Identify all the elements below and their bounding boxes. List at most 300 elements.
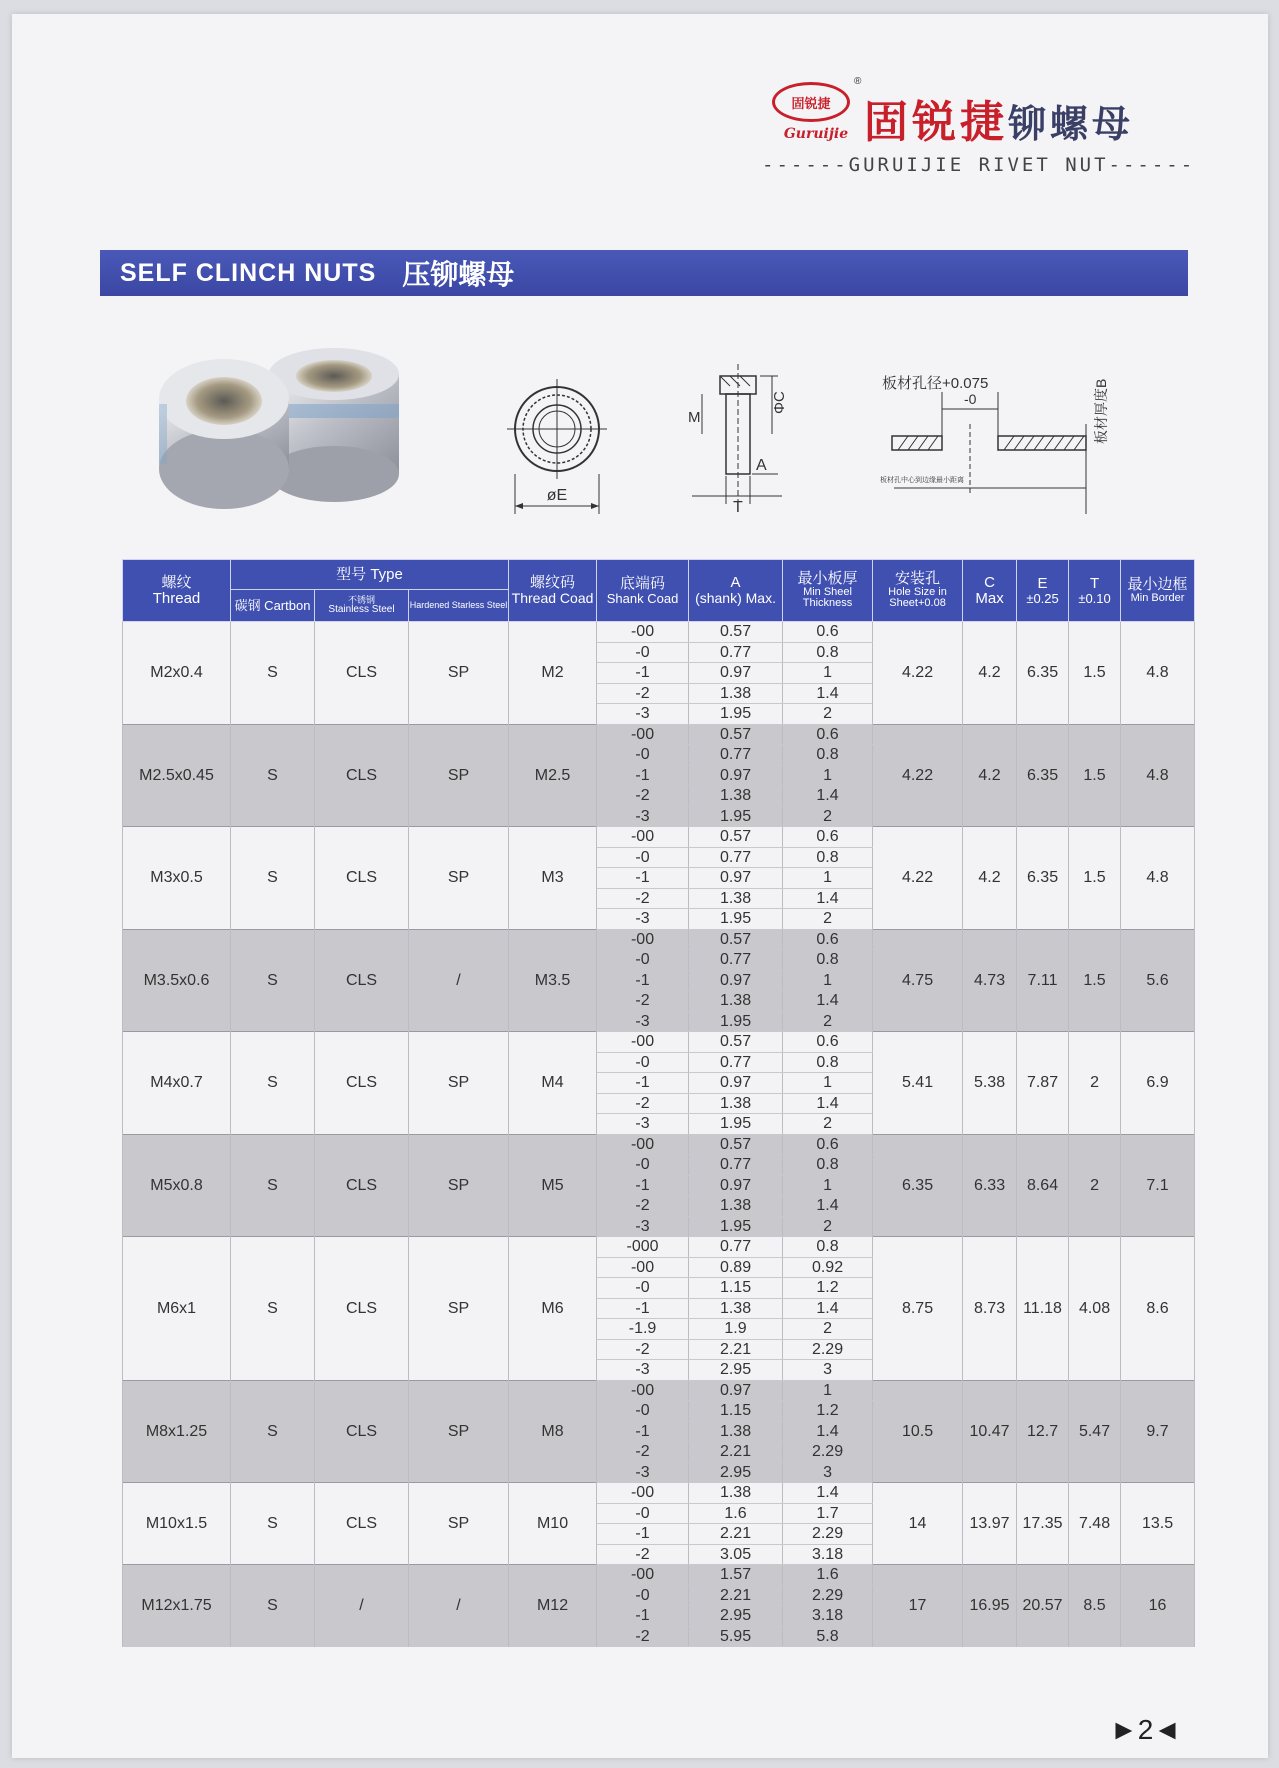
brand-logo-script: Guruijie — [783, 126, 849, 142]
cell-shank-a: 0.97 — [689, 970, 783, 991]
cell-stainless: CLS — [315, 622, 409, 725]
cell-shank-code: -1 — [597, 1421, 689, 1442]
cell-min-border: 5.6 — [1121, 929, 1195, 1032]
cell-shank-code: -1 — [597, 1073, 689, 1094]
cell-min-border: 8.6 — [1121, 1237, 1195, 1381]
registered-mark: ® — [854, 76, 862, 87]
cell-shank-code: -1 — [597, 1524, 689, 1545]
header-t: T ±0.10 — [1069, 560, 1121, 622]
cell-shank-code: -00 — [597, 1380, 689, 1401]
cell-shank-code: -00 — [597, 827, 689, 848]
cell-shank-a: 2.21 — [689, 1442, 783, 1463]
cell-t: 4.08 — [1069, 1237, 1121, 1381]
cell-t: 2 — [1069, 1032, 1121, 1135]
cell-min-thickness: 2 — [783, 909, 873, 930]
header-hole-size: 安装孔 Hole Size in Sheet+0.08 — [873, 560, 963, 622]
cell-min-thickness: 1 — [783, 765, 873, 786]
cell-thread: M6x1 — [123, 1237, 231, 1381]
cell-t: 2 — [1069, 1134, 1121, 1237]
dimension-t-label: T — [733, 499, 743, 516]
cell-min-thickness: 1.2 — [783, 1401, 873, 1422]
cell-shank-a: 1.38 — [689, 1483, 783, 1504]
cell-shank-code: -1 — [597, 1298, 689, 1319]
cell-min-thickness: 0.92 — [783, 1257, 873, 1278]
cell-c: 4.73 — [963, 929, 1017, 1032]
cell-shank-code: -2 — [597, 1544, 689, 1565]
cell-thread: M5x0.8 — [123, 1134, 231, 1237]
cell-min-thickness: 2 — [783, 1011, 873, 1032]
cell-min-border: 4.8 — [1121, 622, 1195, 725]
cell-min-border: 16 — [1121, 1565, 1195, 1647]
cell-min-thickness: 2 — [783, 1114, 873, 1135]
cell-shank-code: -000 — [597, 1237, 689, 1258]
section-title-bar — [100, 250, 1188, 296]
cell-stainless: CLS — [315, 827, 409, 930]
cell-hole-size: 4.75 — [873, 929, 963, 1032]
cell-min-thickness: 0.8 — [783, 847, 873, 868]
cell-shank-code: -3 — [597, 1360, 689, 1381]
cell-hardened: SP — [409, 1483, 509, 1565]
cell-min-thickness: 2 — [783, 1216, 873, 1237]
cell-hole-size: 4.22 — [873, 724, 963, 827]
cell-shank-a: 1.38 — [689, 1298, 783, 1319]
cell-e: 6.35 — [1017, 724, 1069, 827]
cell-shank-a: 0.57 — [689, 827, 783, 848]
cell-min-thickness: 1.4 — [783, 1483, 873, 1504]
cell-shank-code: -3 — [597, 1216, 689, 1237]
cell-min-thickness: 1 — [783, 1175, 873, 1196]
sheet-thickness-label: 板材厚度B — [1093, 378, 1109, 444]
cell-c: 5.38 — [963, 1032, 1017, 1135]
cell-t: 1.5 — [1069, 724, 1121, 827]
cell-shank-a: 0.57 — [689, 1134, 783, 1155]
cell-shank-a: 0.57 — [689, 1032, 783, 1053]
header-thread: 螺纹 Thread — [123, 560, 231, 622]
cell-min-thickness: 1.4 — [783, 786, 873, 807]
cell-shank-code: -3 — [597, 1011, 689, 1032]
cell-hole-size: 8.75 — [873, 1237, 963, 1381]
cell-shank-a: 2.95 — [689, 1462, 783, 1483]
cell-shank-code: -3 — [597, 909, 689, 930]
table-row — [123, 827, 1195, 848]
cell-shank-a: 2.21 — [689, 1339, 783, 1360]
cell-stainless: CLS — [315, 929, 409, 1032]
cell-stainless: CLS — [315, 724, 409, 827]
hole-tolerance-label: -0 — [964, 391, 977, 407]
header-stainless: 不锈钢 Stainless Steel — [315, 590, 409, 622]
cell-thread: M2x0.4 — [123, 622, 231, 725]
cell-min-thickness: 2.29 — [783, 1339, 873, 1360]
cell-min-thickness: 1.4 — [783, 1298, 873, 1319]
brand-logo: 固锐捷 — [772, 82, 850, 122]
cell-carbon: S — [231, 827, 315, 930]
cell-shank-a: 0.77 — [689, 642, 783, 663]
cell-min-thickness: 1.4 — [783, 991, 873, 1012]
section-title-cn: 压铆螺母 — [402, 258, 515, 291]
cell-shank-a: 0.97 — [689, 868, 783, 889]
cell-shank-code: -1.9 — [597, 1319, 689, 1340]
cell-shank-a: 1.38 — [689, 1196, 783, 1217]
cell-min-border: 7.1 — [1121, 1134, 1195, 1237]
cell-hole-size: 14 — [873, 1483, 963, 1565]
cell-shank-a: 1.95 — [689, 806, 783, 827]
cell-min-thickness: 2 — [783, 806, 873, 827]
table-row — [123, 622, 1195, 643]
cell-t: 5.47 — [1069, 1380, 1121, 1483]
cell-hardened: SP — [409, 827, 509, 930]
cell-e: 12.7 — [1017, 1380, 1069, 1483]
cell-shank-code: -1 — [597, 663, 689, 684]
cell-t: 8.5 — [1069, 1565, 1121, 1647]
cell-min-thickness: 3 — [783, 1462, 873, 1483]
cell-shank-a: 1.95 — [689, 1114, 783, 1135]
cell-shank-code: -00 — [597, 1257, 689, 1278]
cell-shank-a: 0.89 — [689, 1257, 783, 1278]
cell-min-thickness: 0.8 — [783, 950, 873, 971]
cell-shank-code: -2 — [597, 1093, 689, 1114]
cell-shank-a: 0.97 — [689, 765, 783, 786]
cell-shank-code: -0 — [597, 1585, 689, 1606]
cell-shank-code: -3 — [597, 1114, 689, 1135]
cell-shank-code: -0 — [597, 950, 689, 971]
cell-carbon: S — [231, 1134, 315, 1237]
cell-min-border: 6.9 — [1121, 1032, 1195, 1135]
cell-thread-code: M8 — [509, 1380, 597, 1483]
cell-thread-code: M3.5 — [509, 929, 597, 1032]
cell-c: 16.95 — [963, 1565, 1017, 1647]
cell-shank-code: -0 — [597, 642, 689, 663]
cell-min-thickness: 1.4 — [783, 1421, 873, 1442]
cell-shank-a: 1.95 — [689, 1011, 783, 1032]
cell-stainless: / — [315, 1565, 409, 1647]
table-row — [123, 1134, 1195, 1155]
cell-shank-code: -2 — [597, 1196, 689, 1217]
cell-thread-code: M12 — [509, 1565, 597, 1647]
cell-hole-size: 10.5 — [873, 1380, 963, 1483]
cell-t: 1.5 — [1069, 929, 1121, 1032]
cell-shank-code: -0 — [597, 1155, 689, 1176]
cell-e: 7.11 — [1017, 929, 1069, 1032]
cell-min-thickness: 1 — [783, 1073, 873, 1094]
cell-min-thickness: 0.6 — [783, 1032, 873, 1053]
cell-c: 4.2 — [963, 724, 1017, 827]
cell-min-border: 4.8 — [1121, 724, 1195, 827]
cell-hole-size: 4.22 — [873, 622, 963, 725]
cell-hardened: SP — [409, 1380, 509, 1483]
top-view-diagram — [502, 374, 612, 524]
cell-min-thickness: 0.8 — [783, 1155, 873, 1176]
cell-shank-a: 1.95 — [689, 704, 783, 725]
cell-shank-code: -00 — [597, 1483, 689, 1504]
header-thread-code: 螺纹码 Thread Coad — [509, 560, 597, 622]
cell-shank-code: -0 — [597, 847, 689, 868]
sheet-hole-diagram — [880, 364, 1120, 524]
cell-shank-code: -0 — [597, 745, 689, 766]
cell-min-thickness: 2.29 — [783, 1442, 873, 1463]
cell-thread: M8x1.25 — [123, 1380, 231, 1483]
cell-hardened: SP — [409, 1134, 509, 1237]
cell-min-thickness: 0.8 — [783, 1237, 873, 1258]
header-min-thickness: 最小板厚 Min Sheel Thickness — [783, 560, 873, 622]
cell-min-thickness: 3.18 — [783, 1606, 873, 1627]
cell-e: 11.18 — [1017, 1237, 1069, 1381]
cell-c: 10.47 — [963, 1380, 1017, 1483]
cell-shank-code: -00 — [597, 622, 689, 643]
cell-min-thickness: 1.2 — [783, 1278, 873, 1299]
cell-min-thickness: 3.18 — [783, 1544, 873, 1565]
cell-e: 17.35 — [1017, 1483, 1069, 1565]
cell-shank-a: 0.77 — [689, 847, 783, 868]
cell-shank-code: -2 — [597, 786, 689, 807]
table-row — [123, 1565, 1195, 1586]
cell-shank-code: -0 — [597, 1278, 689, 1299]
cell-min-thickness: 2.29 — [783, 1585, 873, 1606]
cell-min-thickness: 1.4 — [783, 1196, 873, 1217]
cell-min-thickness: 0.8 — [783, 1052, 873, 1073]
cell-shank-a: 0.77 — [689, 1052, 783, 1073]
cell-shank-code: -2 — [597, 1339, 689, 1360]
cell-carbon: S — [231, 929, 315, 1032]
header-carbon: 碳钢 Cartbon — [231, 590, 315, 622]
table-row — [123, 1380, 1195, 1401]
cell-shank-code: -0 — [597, 1401, 689, 1422]
cell-shank-code: -3 — [597, 1462, 689, 1483]
header-e: E ±0.25 — [1017, 560, 1069, 622]
dimension-c-label: ΦC — [771, 391, 788, 414]
table-row — [123, 1483, 1195, 1504]
table-row — [123, 929, 1195, 950]
cell-shank-code: -1 — [597, 970, 689, 991]
cell-thread: M12x1.75 — [123, 1565, 231, 1647]
header-min-border: 最小边框 Min Border — [1121, 560, 1195, 622]
cell-carbon: S — [231, 1237, 315, 1381]
spec-table — [122, 559, 1194, 1647]
cell-hole-size: 4.22 — [873, 827, 963, 930]
cell-shank-a: 0.97 — [689, 1175, 783, 1196]
spec-table-body — [123, 622, 1195, 1647]
cell-thread: M10x1.5 — [123, 1483, 231, 1565]
cell-shank-a: 0.97 — [689, 663, 783, 684]
cell-shank-a: 1.38 — [689, 1421, 783, 1442]
cell-carbon: S — [231, 724, 315, 827]
cell-min-thickness: 1.6 — [783, 1565, 873, 1586]
cell-carbon: S — [231, 1032, 315, 1135]
cell-thread: M4x0.7 — [123, 1032, 231, 1135]
brand-header — [762, 76, 1232, 186]
cell-min-thickness: 1 — [783, 868, 873, 889]
cell-shank-a: 1.38 — [689, 1093, 783, 1114]
header-shank-a: A (shank) Max. — [689, 560, 783, 622]
hole-size-label: 板材孔径+0.075 — [882, 375, 989, 392]
cell-shank-code: -1 — [597, 1606, 689, 1627]
cell-shank-a: 2.95 — [689, 1360, 783, 1381]
cell-min-thickness: 1 — [783, 663, 873, 684]
cell-c: 6.33 — [963, 1134, 1017, 1237]
cell-shank-a: 1.57 — [689, 1565, 783, 1586]
cell-shank-a: 5.95 — [689, 1626, 783, 1647]
cell-hardened: SP — [409, 1032, 509, 1135]
cell-hardened: / — [409, 929, 509, 1032]
cell-min-border: 9.7 — [1121, 1380, 1195, 1483]
cell-shank-a: 0.97 — [689, 1380, 783, 1401]
cell-hardened: SP — [409, 724, 509, 827]
cell-carbon: S — [231, 1380, 315, 1483]
cell-shank-a: 1.9 — [689, 1319, 783, 1340]
cell-hardened: SP — [409, 622, 509, 725]
section-title-en: SELF CLINCH NUTS — [120, 258, 377, 287]
cell-min-thickness: 1.4 — [783, 888, 873, 909]
cell-shank-a: 0.77 — [689, 1155, 783, 1176]
cell-shank-a: 2.95 — [689, 1606, 783, 1627]
cell-min-thickness: 0.6 — [783, 827, 873, 848]
product-photo-image — [144, 344, 434, 544]
catalog-page — [12, 14, 1268, 1758]
cell-shank-a: 2.21 — [689, 1585, 783, 1606]
cell-carbon: S — [231, 622, 315, 725]
cell-thread: M3x0.5 — [123, 827, 231, 930]
cell-min-thickness: 1.4 — [783, 1093, 873, 1114]
cell-shank-a: 0.77 — [689, 950, 783, 971]
cell-min-thickness: 1 — [783, 1380, 873, 1401]
cell-shank-code: -1 — [597, 765, 689, 786]
cell-e: 20.57 — [1017, 1565, 1069, 1647]
cell-thread-code: M3 — [509, 827, 597, 930]
cell-shank-code: -00 — [597, 724, 689, 745]
cell-min-thickness: 0.6 — [783, 1134, 873, 1155]
cell-t: 1.5 — [1069, 622, 1121, 725]
cell-min-thickness: 1.7 — [783, 1503, 873, 1524]
cell-shank-code: -2 — [597, 991, 689, 1012]
cell-shank-code: -00 — [597, 1565, 689, 1586]
cell-thread-code: M5 — [509, 1134, 597, 1237]
cell-hole-size: 5.41 — [873, 1032, 963, 1135]
cell-e: 6.35 — [1017, 622, 1069, 725]
table-row — [123, 724, 1195, 745]
cell-shank-code: -1 — [597, 868, 689, 889]
cell-min-thickness: 5.8 — [783, 1626, 873, 1647]
cell-shank-a: 0.97 — [689, 1073, 783, 1094]
cell-hardened: SP — [409, 1237, 509, 1381]
header-hardened: Hardened Starless Steel — [409, 590, 509, 622]
cell-c: 4.2 — [963, 622, 1017, 725]
header-shank-code: 底端码 Shank Coad — [597, 560, 689, 622]
cell-shank-a: 1.6 — [689, 1503, 783, 1524]
brand-name-en: ------GURUIJIE RIVET NUT------ — [762, 154, 1196, 176]
cell-shank-a: 1.95 — [689, 909, 783, 930]
cell-shank-code: -2 — [597, 1442, 689, 1463]
cell-shank-a: 1.15 — [689, 1401, 783, 1422]
cell-min-thickness: 0.8 — [783, 745, 873, 766]
cell-shank-code: -0 — [597, 1503, 689, 1524]
cell-thread: M2.5x0.45 — [123, 724, 231, 827]
cell-min-thickness: 2 — [783, 704, 873, 725]
top-view-label: øE — [546, 487, 568, 504]
dimension-m-label: M — [688, 409, 701, 426]
cell-shank-a: 0.57 — [689, 622, 783, 643]
cell-shank-a: 1.38 — [689, 683, 783, 704]
cell-min-thickness: 1 — [783, 970, 873, 991]
side-view-diagram — [672, 364, 812, 524]
cell-hole-size: 6.35 — [873, 1134, 963, 1237]
cell-c: 4.2 — [963, 827, 1017, 930]
cell-shank-code: -00 — [597, 1032, 689, 1053]
cell-shank-code: -2 — [597, 1626, 689, 1647]
cell-shank-code: -00 — [597, 929, 689, 950]
cell-stainless: CLS — [315, 1134, 409, 1237]
cell-stainless: CLS — [315, 1380, 409, 1483]
cell-shank-a: 1.38 — [689, 786, 783, 807]
header-type: 型号 Type — [231, 560, 509, 590]
cell-t: 1.5 — [1069, 827, 1121, 930]
cell-min-thickness: 0.6 — [783, 622, 873, 643]
cell-shank-a: 0.57 — [689, 929, 783, 950]
cell-hole-size: 17 — [873, 1565, 963, 1647]
cell-thread-code: M2 — [509, 622, 597, 725]
table-row — [123, 1032, 1195, 1053]
cell-shank-code: -2 — [597, 683, 689, 704]
header-c: C Max — [963, 560, 1017, 622]
cell-shank-a: 0.77 — [689, 745, 783, 766]
cell-thread-code: M6 — [509, 1237, 597, 1381]
cell-carbon: S — [231, 1565, 315, 1647]
cell-thread-code: M4 — [509, 1032, 597, 1135]
cell-shank-a: 3.05 — [689, 1544, 783, 1565]
cell-min-thickness: 0.8 — [783, 642, 873, 663]
cell-min-border: 13.5 — [1121, 1483, 1195, 1565]
cell-stainless: CLS — [315, 1483, 409, 1565]
cell-shank-a: 1.95 — [689, 1216, 783, 1237]
cell-shank-code: -00 — [597, 1134, 689, 1155]
dimension-a-label: A — [756, 457, 767, 474]
cell-thread-code: M10 — [509, 1483, 597, 1565]
cell-shank-code: -3 — [597, 704, 689, 725]
cell-shank-a: 1.38 — [689, 991, 783, 1012]
hole-note: 板材孔中心到边缘最小距离 — [880, 477, 964, 484]
cell-min-thickness: 0.6 — [783, 929, 873, 950]
cell-shank-code: -0 — [597, 1052, 689, 1073]
cell-min-thickness: 2.29 — [783, 1524, 873, 1545]
page-number: ►2◄ — [1110, 1714, 1181, 1745]
cell-e: 7.87 — [1017, 1032, 1069, 1135]
cell-shank-a: 0.77 — [689, 1237, 783, 1258]
cell-stainless: CLS — [315, 1237, 409, 1381]
cell-min-thickness: 2 — [783, 1319, 873, 1340]
cell-shank-a: 0.57 — [689, 724, 783, 745]
cell-thread: M3.5x0.6 — [123, 929, 231, 1032]
cell-thread-code: M2.5 — [509, 724, 597, 827]
cell-min-thickness: 0.6 — [783, 724, 873, 745]
cell-hardened: / — [409, 1565, 509, 1647]
cell-c: 8.73 — [963, 1237, 1017, 1381]
cell-shank-a: 1.38 — [689, 888, 783, 909]
cell-min-thickness: 3 — [783, 1360, 873, 1381]
cell-shank-code: -3 — [597, 806, 689, 827]
cell-shank-a: 2.21 — [689, 1524, 783, 1545]
brand-name-cn: 固锐捷铆螺母 — [864, 97, 1135, 148]
cell-shank-a: 1.15 — [689, 1278, 783, 1299]
cell-t: 7.48 — [1069, 1483, 1121, 1565]
cell-min-thickness: 1.4 — [783, 683, 873, 704]
cell-e: 8.64 — [1017, 1134, 1069, 1237]
table-row — [123, 1237, 1195, 1258]
cell-shank-code: -2 — [597, 888, 689, 909]
cell-e: 6.35 — [1017, 827, 1069, 930]
cell-c: 13.97 — [963, 1483, 1017, 1565]
cell-carbon: S — [231, 1483, 315, 1565]
cell-min-border: 4.8 — [1121, 827, 1195, 930]
cell-shank-code: -1 — [597, 1175, 689, 1196]
cell-stainless: CLS — [315, 1032, 409, 1135]
